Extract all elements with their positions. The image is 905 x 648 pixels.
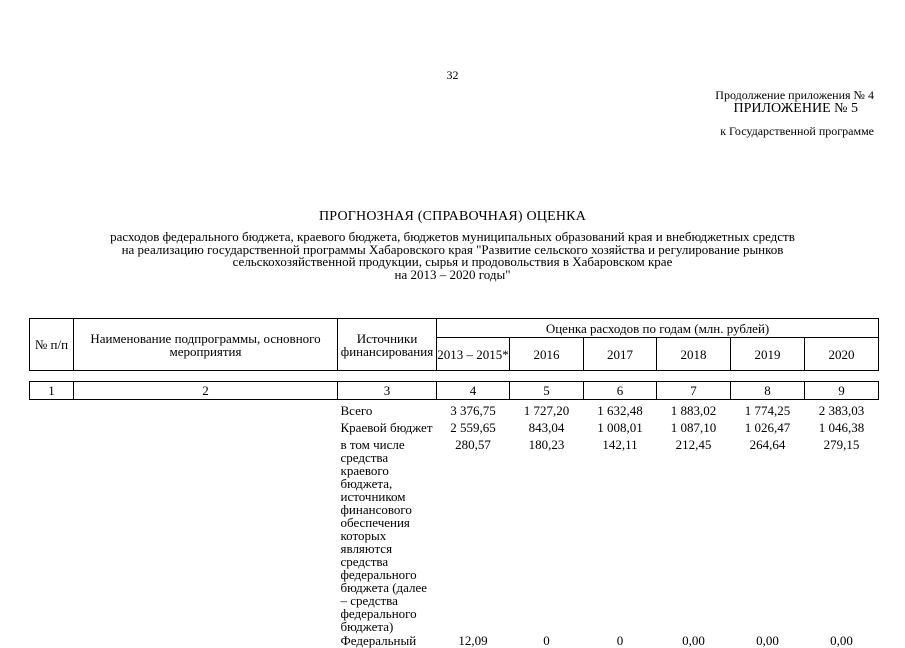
column-index: 5 xyxy=(510,382,584,400)
table-row xyxy=(30,633,879,647)
value-cell: 1 026,47 xyxy=(744,420,791,435)
value-cell: 1 087,10 xyxy=(670,420,717,435)
column-index: 2 xyxy=(74,382,338,400)
value-cell: 3 376,75 xyxy=(450,403,496,418)
subtitle-line: сельскохозяйственной продукции, сырья и продовольствия в Хабаровском крае xyxy=(232,254,673,270)
value-cell: 1 727,20 xyxy=(523,403,570,418)
header-funding-source: Источники финансирования xyxy=(338,319,437,371)
continuation-note: Продолжение приложения № 4 xyxy=(715,88,874,102)
document-subtitle xyxy=(30,231,875,281)
page-number: 32 xyxy=(446,68,459,82)
value-cell: 843,04 xyxy=(528,420,565,435)
value-cell: 279,15 xyxy=(823,437,860,452)
funding-source: Краевой бюджет xyxy=(340,420,433,435)
funding-source: в том числе средства краевого бюджета, источником финансового обеспечения которых являются средства федерального бюджета (далее – средства федерального бюджета) xyxy=(340,437,428,634)
program-reference: к Государственной программе xyxy=(720,124,874,138)
budget-estimate-table xyxy=(29,318,879,647)
table-row xyxy=(30,421,879,438)
value-cell: 264,64 xyxy=(749,437,786,452)
column-index: 4 xyxy=(437,382,510,400)
header-year: 2019 xyxy=(731,338,805,371)
header-year: 2017 xyxy=(584,338,657,371)
header-year: 2018 xyxy=(657,338,731,371)
funding-source: Федеральный xyxy=(340,633,417,648)
value-cell: 1 046,38 xyxy=(818,420,865,435)
value-cell: 1 883,02 xyxy=(670,403,717,418)
value-cell: 0 xyxy=(543,633,550,648)
value-cell: 0 xyxy=(616,633,624,648)
column-index: 9 xyxy=(805,382,879,400)
column-index: 8 xyxy=(731,382,805,400)
column-index: 7 xyxy=(657,382,731,400)
subtitle-line: расходов федерального бюджета, краевого бюджета, бюджетов муниципальных образований края и внебюджетных средств xyxy=(110,229,795,244)
value-cell: 142,11 xyxy=(602,437,638,452)
table-row xyxy=(30,438,879,633)
subtitle-line: на реализацию государственной программы Хабаровского края "Развитие сельского хозяйства и регулирование рынков xyxy=(121,241,784,257)
value-cell: 2 383,03 xyxy=(818,403,865,418)
header-row-number: № п/п xyxy=(30,319,74,371)
value-cell: 212,45 xyxy=(675,437,712,452)
value-cell: 180,23 xyxy=(528,437,565,452)
subtitle-line: на 2013 – 2020 годы" xyxy=(394,266,511,282)
value-cell: 280,57 xyxy=(455,437,491,452)
header-year: 2016 xyxy=(510,338,584,371)
value-cell: 1 632,48 xyxy=(597,403,643,418)
header-year: 2013 – 2015* xyxy=(437,338,510,371)
column-index: 1 xyxy=(30,382,74,400)
value-cell: 0,00 xyxy=(830,633,853,648)
value-cell: 12,09 xyxy=(458,633,488,648)
value-cell: 0,00 xyxy=(756,633,779,648)
header-program-name: Наименование подпрограммы, основного мероприятия xyxy=(74,319,338,371)
value-cell: 1 008,01 xyxy=(597,420,643,435)
value-cell: 1 774,25 xyxy=(744,403,791,418)
funding-source: Всего xyxy=(340,403,373,418)
header-year: 2020 xyxy=(805,338,879,371)
appendix-label: ПРИЛОЖЕНИЕ № 5 xyxy=(733,101,858,116)
column-index: 3 xyxy=(338,382,437,400)
header-expense-estimate: Оценка расходов по годам (млн. рублей) xyxy=(437,319,879,338)
document-title: ПРОГНОЗНАЯ (СПРАВОЧНАЯ) ОЦЕНКА xyxy=(318,209,587,224)
value-cell: 2 559,65 xyxy=(450,420,496,435)
column-index: 6 xyxy=(584,382,657,400)
column-index-row xyxy=(30,382,879,400)
value-cell: 0,00 xyxy=(682,633,705,648)
table-row xyxy=(30,404,879,421)
